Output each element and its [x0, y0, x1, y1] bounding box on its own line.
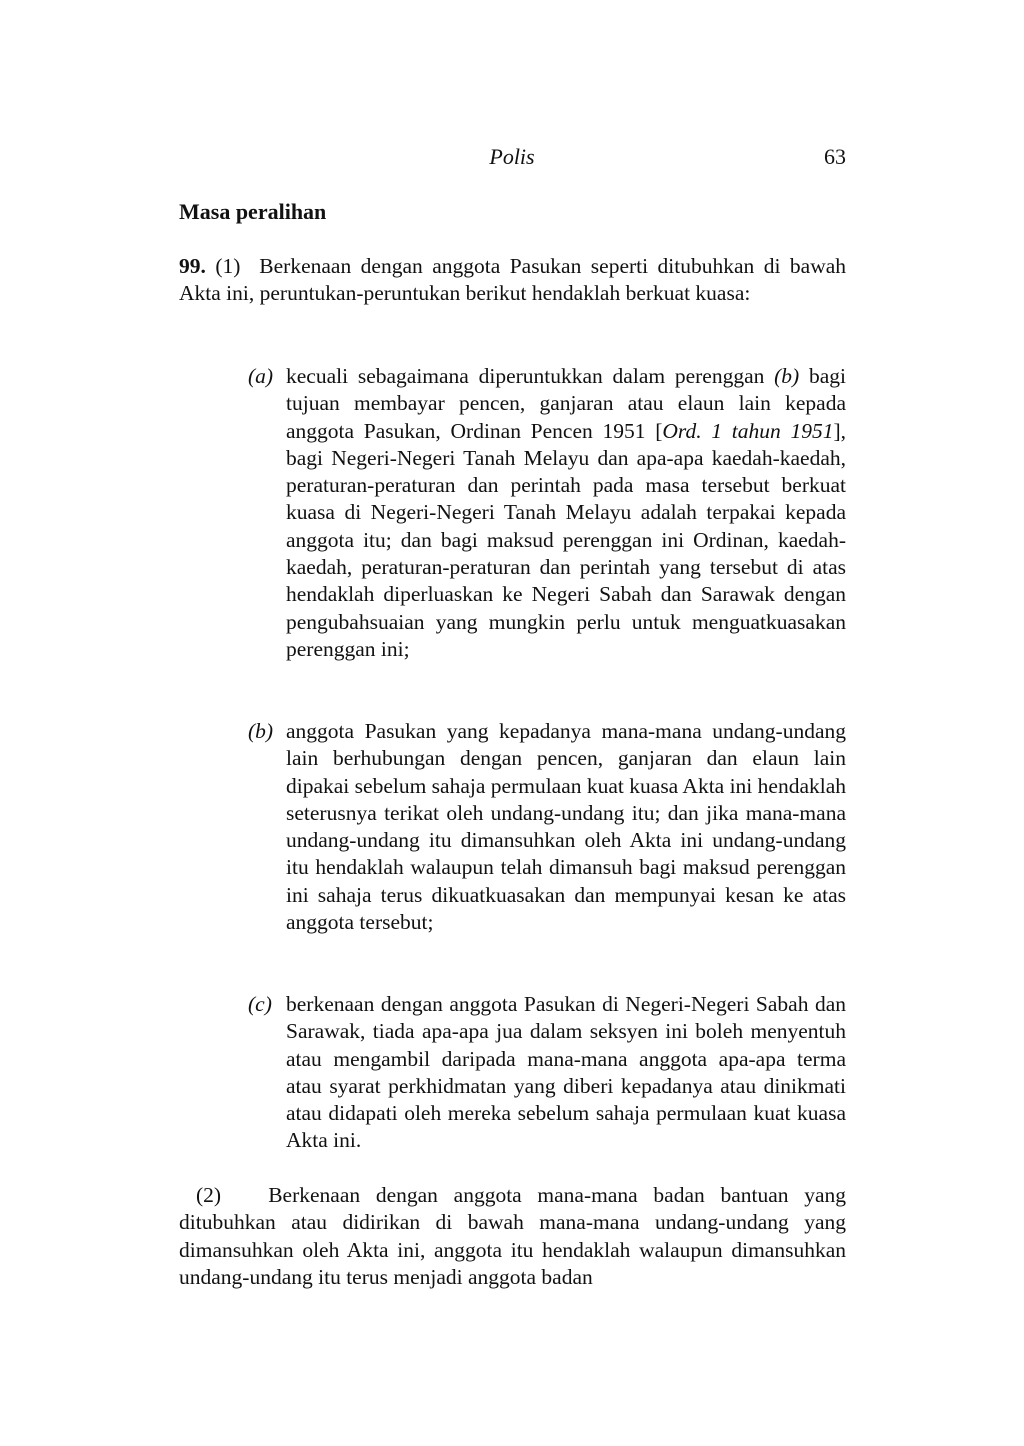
paragraph-b-label: (b) [248, 719, 274, 743]
paragraph-c [248, 991, 846, 1155]
paragraph-b-reference: (b) [774, 364, 800, 388]
subsection-2-text: Berkenaan dengan anggota mana-mana badan bantuan yang ditubuhkan atau didirikan di bawah mana-mana undang-undang yang dimansuhkan oleh Akta ini, anggota itu hendaklah walaupun dimansuhkan undang-undang itu terus menjadi anggota badan [179, 1183, 847, 1289]
subsection-2-label: (2) [196, 1183, 222, 1207]
running-header-title: Polis [489, 144, 535, 169]
paragraph-a-text-part1: kecuali sebagaimana diperuntukkan dalam perenggan [286, 364, 775, 388]
paragraph-c-text: berkenaan dengan anggota Pasukan di Negeri-Negeri Sabah dan Sarawak, tiada apa-apa jua dalam seksyen ini boleh menyentuh atau mengambil daripada mana-mana anggota apa-apa terma atau syarat perkhidmatan yang diberi kepadanya atau dinikmati atau didapati oleh mereka sebelum sahaja permulaan kuat kuasa Akta ini. [286, 992, 846, 1153]
ordinance-citation: Ord. 1 tahun 1951 [662, 418, 834, 443]
subsection-1 [179, 253, 846, 308]
paragraph-a-label: (a) [248, 364, 274, 388]
section-number: 99. [179, 254, 206, 278]
paragraph-a [248, 363, 846, 663]
subsection-2 [179, 1182, 846, 1291]
paragraph-b [248, 718, 846, 936]
paragraph-a-text-part3: ], bagi Negeri-Negeri Tanah Melayu dan apa-apa kaedah-kaedah, peraturan-peraturan dan perintah pada masa tersebut berkuat kuasa di Negeri-Negeri Tanah Melayu adalah terpakai kepada anggota itu; dan bagi maksud perenggan ini Ordinan, kaedah-kaedah, peraturan-peraturan dan perintah yang tersebut di atas hendaklah diperluaskan ke Negeri Sabah dan Sarawak dengan pengubahsuaian yang mungkin perlu untuk menguatkuasakan perenggan ini; [286, 418, 846, 661]
subsection-1-text: Berkenaan dengan anggota Pasukan seperti ditubuhkan di bawah Akta ini, peruntukan-peruntukan berikut hendaklah berkuat kuasa: [179, 254, 847, 306]
section-heading: Masa peralihan [179, 199, 327, 224]
subsection-1-label: (1) [215, 254, 241, 278]
paragraph-c-label: (c) [248, 992, 272, 1016]
page-number: 63 [824, 144, 846, 169]
paragraph-b-text: anggota Pasukan yang kepadanya mana-mana undang-undang lain berhubungan dengan pencen, ganjaran dan elaun lain dipakai sebelum sahaja permulaan kuat kuasa Akta ini hendaklah seterusnya terikat oleh undang-undang itu; dan jika mana-mana undang-undang itu dimansuhkan oleh Akta ini undang-undang itu hendaklah walaupun telah dimansuh bagi maksud perenggan ini sahaja terus dikuatkuasakan dan mempunyai kesan ke atas anggota tersebut; [286, 719, 847, 935]
paragraph-a-text [286, 363, 846, 663]
paragraph-a-text-part2: bagi tujuan membayar pencen, ganjaran atau elaun lain kepada anggota Pasukan, Ordinan Pencen 1951 [ [286, 364, 846, 443]
